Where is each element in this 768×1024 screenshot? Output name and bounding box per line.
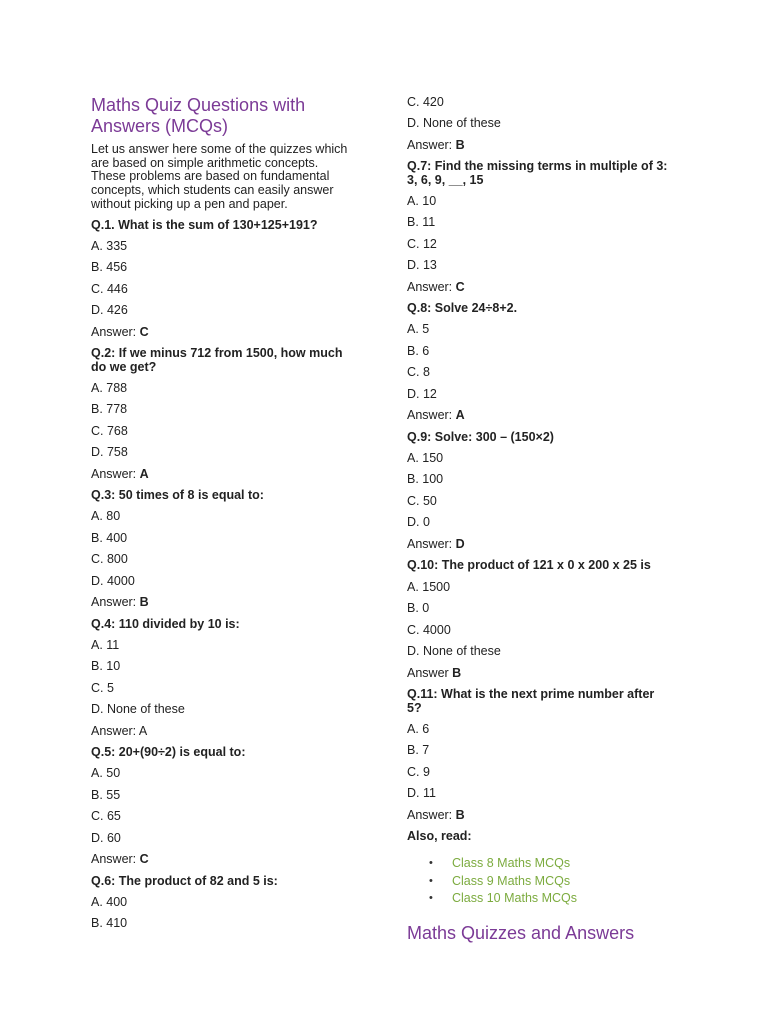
answer-value: B (452, 666, 462, 680)
option-5b: B. 55 (91, 788, 121, 802)
option-1c: C. 446 (91, 282, 128, 296)
option-11a: A. 6 (407, 722, 430, 736)
option-11b: B. 7 (407, 743, 430, 757)
answer-value: B (455, 808, 465, 822)
list-item (407, 890, 577, 908)
also-read-heading: Also, read: (407, 829, 472, 843)
option-5a: A. 50 (91, 766, 121, 780)
question-8: Q.8: Solve 24÷8+2. (407, 301, 518, 315)
option-10a: A. 1500 (407, 580, 451, 594)
option-1a: A. 335 (91, 239, 128, 253)
answer-4: Answer: A (91, 724, 148, 738)
answer-11 (407, 808, 465, 822)
option-7d: D. 13 (407, 258, 437, 272)
answer-value: A (455, 408, 465, 422)
section-title: Maths Quizzes and Answers (407, 923, 635, 943)
option-2d: D. 758 (91, 445, 128, 459)
question-10: Q.10: The product of 121 x 0 x 200 x 25 is (407, 558, 651, 572)
answer-label: Answer: (407, 408, 456, 422)
question-5: Q.5: 20+(90÷2) is equal to: (91, 745, 246, 759)
answer-label: Answer: (407, 537, 456, 551)
option-4a: A. 11 (91, 638, 120, 652)
option-2c: C. 768 (91, 424, 128, 438)
answer-label: Answer: (91, 467, 140, 481)
answer-value: A (139, 467, 149, 481)
answer-value: B (139, 595, 149, 609)
link-class-9-maths-mcqs[interactable]: Class 9 Maths MCQs (452, 873, 571, 888)
answer-value: C (139, 325, 149, 339)
option-11d: D. 11 (407, 786, 436, 800)
option-1d: D. 426 (91, 303, 128, 317)
option-9c: C. 50 (407, 494, 437, 508)
question-6: Q.6: The product of 82 and 5 is: (91, 874, 278, 888)
option-3c: C. 800 (91, 552, 128, 566)
list-item (407, 855, 577, 873)
question-4: Q.4: 110 divided by 10 is: (91, 617, 240, 631)
question-7: Q.7: Find the missing terms in multiple of 3: 3, 6, 9, __, 15 (407, 159, 668, 187)
option-7c: C. 12 (407, 237, 437, 251)
option-9b: B. 100 (407, 472, 444, 486)
answer-10 (407, 666, 461, 680)
option-7b: B. 11 (407, 215, 436, 229)
answer-label: Answer: (407, 280, 456, 294)
link-class-10-maths-mcqs[interactable]: Class 10 Maths MCQs (452, 891, 578, 905)
answer-value: B (455, 138, 465, 152)
question-3: Q.3: 50 times of 8 is equal to: (91, 488, 264, 502)
answer-9 (407, 537, 465, 551)
option-5d: D. 60 (91, 831, 121, 845)
answer-3 (91, 595, 149, 609)
option-4c: C. 5 (91, 681, 114, 695)
option-6a: A. 400 (91, 895, 128, 909)
list-item (407, 873, 577, 891)
option-7a: A. 10 (407, 194, 437, 208)
option-8b: B. 6 (407, 344, 430, 358)
option-6d: D. None of these (407, 116, 501, 130)
related-links-list (407, 855, 577, 908)
option-10c: C. 4000 (407, 623, 451, 637)
question-11: Q.11: What is the next prime number after 5? (407, 687, 655, 715)
option-4d: D. None of these (91, 702, 185, 716)
option-4b: B. 10 (91, 659, 121, 673)
option-10b: B. 0 (407, 601, 430, 615)
answer-value: C (455, 280, 465, 294)
answer-label: Answer: (91, 325, 140, 339)
option-8d: D. 12 (407, 387, 437, 401)
answer-label: Answer: (91, 852, 140, 866)
answer-7 (407, 280, 465, 294)
link-class-8-maths-mcqs[interactable]: Class 8 Maths MCQs (452, 856, 571, 870)
answer-6 (407, 138, 465, 152)
option-3d: D. 4000 (91, 574, 135, 588)
answer-value: C (139, 852, 149, 866)
option-6c: C. 420 (407, 95, 444, 109)
option-1b: B. 456 (91, 260, 128, 274)
option-9a: A. 150 (407, 451, 444, 465)
option-6b: B. 410 (91, 916, 128, 930)
answer-value: D (455, 537, 465, 551)
question-2: Q.2: If we minus 712 from 1500, how much do we get? (91, 346, 343, 374)
answer-label: Answer (407, 666, 453, 680)
option-5c: C. 65 (91, 809, 121, 823)
answer-8 (407, 408, 465, 422)
option-3b: B. 400 (91, 531, 128, 545)
option-9d: D. 0 (407, 515, 430, 529)
question-9: Q.9: Solve: 300 – (150×2) (407, 430, 554, 444)
option-2b: B. 778 (91, 402, 128, 416)
answer-label: Answer: (407, 138, 456, 152)
answer-label: Answer: (91, 595, 140, 609)
intro-paragraph: Let us answer here some of the quizzes which are based on simple arithmetic concepts. These problems are based on fundamental concepts, which students can easily answer without picking up a pen and paper. (91, 142, 348, 211)
option-3a: A. 80 (91, 509, 121, 523)
option-8c: C. 8 (407, 365, 430, 379)
answer-2 (91, 467, 149, 481)
option-2a: A. 788 (91, 381, 128, 395)
answer-5 (91, 852, 149, 866)
page-title: Maths Quiz Questions with Answers (MCQs) (91, 95, 306, 136)
question-1: Q.1. What is the sum of 130+125+191? (91, 218, 318, 232)
answer-1 (91, 325, 149, 339)
option-11c: C. 9 (407, 765, 430, 779)
option-10d: D. None of these (407, 644, 501, 658)
answer-label: Answer: (407, 808, 456, 822)
option-8a: A. 5 (407, 322, 430, 336)
